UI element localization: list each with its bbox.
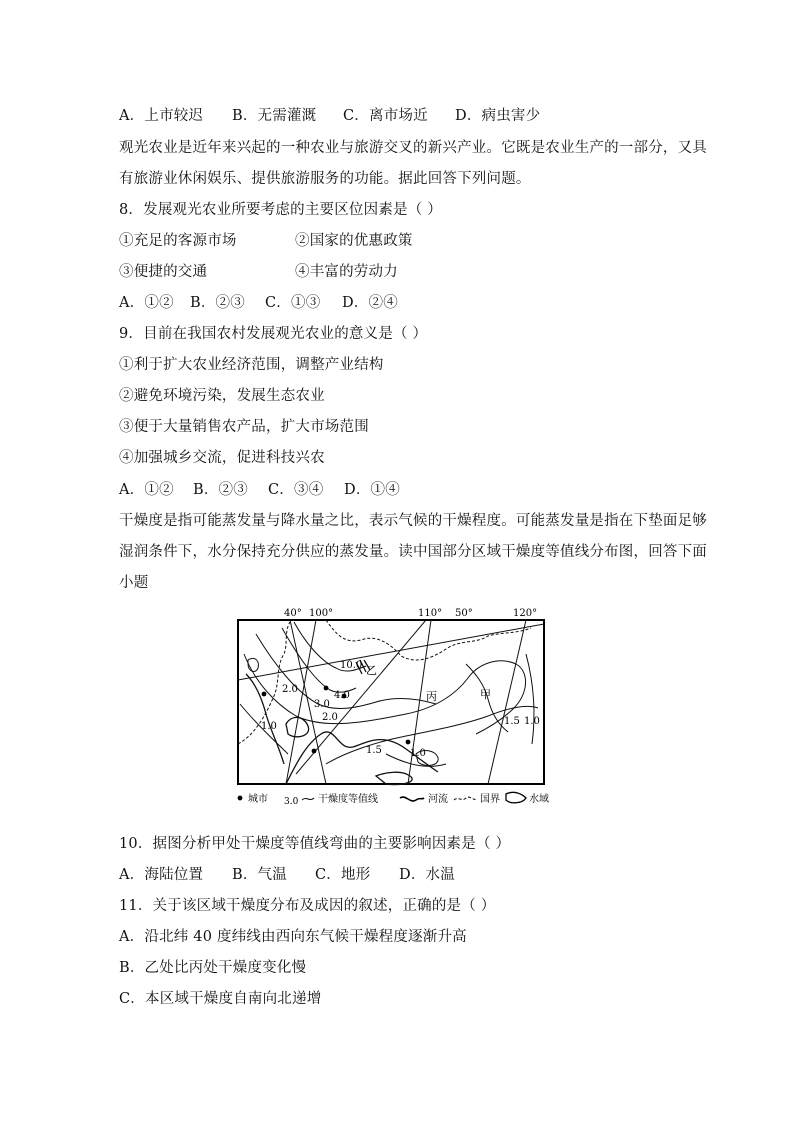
lon-label-110: 110° xyxy=(418,608,443,619)
q8-option-a: A．①② xyxy=(119,295,174,311)
contour-label: 3.0 xyxy=(314,699,330,710)
contour-label: 1.0 xyxy=(261,721,277,732)
lon-label-50: 50° xyxy=(455,608,473,619)
q9-option-c: C．③④ xyxy=(268,482,324,498)
q8-option-b: B．②③ xyxy=(190,295,245,311)
q9-option-a: A．①② xyxy=(119,482,174,498)
q11-option-a: A．沿北纬 40 度纬线由西向东气候干燥程度逐渐升高 xyxy=(119,929,467,945)
lon-label-100: 100° xyxy=(309,608,334,619)
map-frame xyxy=(238,620,544,784)
q8-stem: 8．发展观光农业所要考虑的主要区位因素是（ ） xyxy=(119,202,442,218)
river xyxy=(246,674,284,764)
legend-water-icon xyxy=(506,792,526,802)
q7-options xyxy=(119,104,540,125)
q8-item-3: ③便捷的交通 xyxy=(119,264,208,280)
legend-river: 河流 xyxy=(428,794,448,805)
q8-options xyxy=(119,291,398,312)
q9-stem: 9．目前在我国农村发展观光农业的意义是（ ） xyxy=(119,326,428,342)
q8-item-4: ④丰富的劳动力 xyxy=(295,264,398,280)
contour-label: 1.5 xyxy=(504,716,520,727)
q10-option-d: D．水温 xyxy=(399,867,455,883)
q10-option-c: C．地形 xyxy=(315,867,371,883)
city-marker xyxy=(324,686,329,691)
q10-option-a: A．海陆位置 xyxy=(119,867,204,883)
legend-city: 城市 xyxy=(248,794,268,805)
graticule-line xyxy=(238,624,544,680)
legend-river-icon xyxy=(400,797,424,801)
water-body xyxy=(248,658,258,671)
lon-label-120: 120° xyxy=(513,608,538,619)
intro-paragraph-1-line-1: 观光农业是近年来兴起的一种农业与旅游交叉的新兴产业。它既是农业生产的一部分，又具 xyxy=(119,140,707,156)
q9-option-b: B．②③ xyxy=(193,482,248,498)
map-body xyxy=(238,620,544,785)
q10-option-b: B．气温 xyxy=(232,867,287,883)
contour-label: 1.5 xyxy=(366,745,382,756)
contour-label: 1.0 xyxy=(524,716,540,727)
q7-option-d: D．病虫害少 xyxy=(455,108,541,124)
q9-option-d: D．①④ xyxy=(344,482,400,498)
legend-border: 国界 xyxy=(480,794,500,805)
q9-options xyxy=(119,478,400,499)
q9-item-2: ②避免环境污染，发展生态农业 xyxy=(119,388,325,404)
q11-option-c: C．本区域干燥度自南向北递增 xyxy=(119,991,322,1007)
contour-label: 10.0 xyxy=(340,660,363,671)
graticule-line xyxy=(286,620,316,784)
city-marker xyxy=(406,740,411,745)
intro-paragraph-2-line-2: 湿润条件下，水分保持充分供应的蒸发量。读中国部分区域干燥度等值线分布图，回答下面 xyxy=(119,544,707,560)
intro-paragraph-1-line-2: 有旅游业休闲娱乐、提供旅游服务的功能。据此回答下列问题。 xyxy=(119,171,531,187)
lon-label-40: 40° xyxy=(284,608,302,619)
q11-option-b: B．乙处比丙处干燥度变化慢 xyxy=(119,960,307,976)
place-label-yi: 乙 xyxy=(366,664,377,677)
contour-label: 1.0 xyxy=(410,748,426,759)
graticule-line xyxy=(488,620,526,784)
q10-options xyxy=(119,863,455,884)
q8-item-1: ①充足的客源市场 xyxy=(119,233,237,249)
legend xyxy=(238,792,549,807)
q8-items-row-1 xyxy=(119,229,413,250)
q8-option-c: C．①③ xyxy=(265,295,321,311)
q8-items-row-2 xyxy=(119,260,398,281)
place-label-jia: 甲 xyxy=(480,688,491,701)
q9-item-4: ④加强城乡交流，促进科技兴农 xyxy=(119,450,325,466)
q7-option-b: B．无需灌溉 xyxy=(232,108,317,124)
contour-label: 2.0 xyxy=(282,684,298,695)
contour-1-0 xyxy=(526,654,534,744)
q8-item-2: ②国家的优惠政策 xyxy=(295,233,413,249)
q9-item-1: ①利于扩大农业经济范围，调整产业结构 xyxy=(119,357,384,373)
q9-item-3: ③便于大量销售农产品，扩大市场范围 xyxy=(119,419,369,435)
intro-paragraph-2-line-3: 小题 xyxy=(119,575,149,591)
q11-stem: 11．关于该区域干燥度分布及成因的叙述，正确的是（ ） xyxy=(119,898,496,914)
contour-label: 4.0 xyxy=(334,690,350,701)
city-marker xyxy=(312,749,317,754)
q10-stem: 10．据图分析甲处干燥度等值线弯曲的主要影响因素是（ ） xyxy=(119,836,511,852)
water-body xyxy=(376,772,412,784)
intro-paragraph-2-line-1: 干燥度是指可能蒸发量与降水量之比，表示气候的干燥程度。可能蒸发量是指在下垫面足够 xyxy=(119,513,707,529)
contour-label: 2.0 xyxy=(322,712,338,723)
q7-option-a: A．上市较迟 xyxy=(119,108,204,124)
q8-option-d: D．②④ xyxy=(342,295,398,311)
q7-option-c: C．离市场近 xyxy=(343,108,428,124)
city-marker xyxy=(262,692,267,697)
dryness-contour-map xyxy=(226,604,556,810)
legend-water: 水域 xyxy=(529,794,549,805)
place-label-bing: 丙 xyxy=(426,690,437,703)
legend-value: 3.0 xyxy=(284,797,299,807)
legend-border-icon xyxy=(454,797,476,800)
legend-contour-icon xyxy=(302,798,314,800)
legend-contour: 干燥度等值线 xyxy=(318,794,378,805)
legend-city-icon xyxy=(238,796,243,801)
